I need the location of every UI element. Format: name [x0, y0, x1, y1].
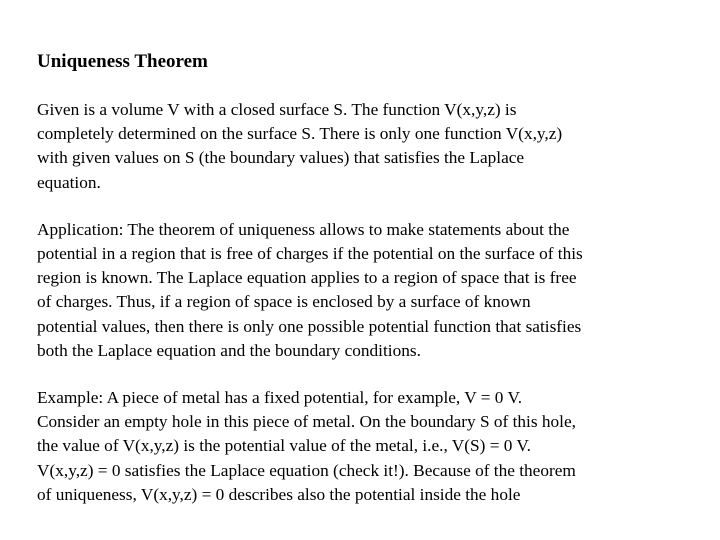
paragraph-application: [37, 218, 687, 363]
text-line: V(x,y,z) = 0 satisfies the Laplace equation (check it!). Because of the theorem: [37, 460, 576, 480]
text-line: potential values, then there is only one possible potential function that satisfies: [37, 316, 582, 336]
text-line: of uniqueness, V(x,y,z) = 0 describes also the potential inside the hole: [37, 484, 521, 504]
text-line: of charges. Thus, if a region of space is enclosed by a surface of known: [37, 292, 531, 312]
paragraph-definition: [37, 98, 687, 195]
text-line: completely determined on the surface S. There is only one function V(x,y,z): [37, 124, 563, 144]
text-line: Application: The theorem of uniqueness allows to make statements about the: [37, 219, 570, 239]
slide-content: [37, 48, 687, 530]
text-line: Given is a volume V with a closed surface S. The function V(x,y,z) is: [37, 100, 517, 119]
text-line: with given values on S (the boundary values) that satisfies the Laplace: [37, 148, 525, 168]
text-line: equation.: [37, 172, 101, 192]
text-line: both the Laplace equation and the boundary conditions.: [37, 340, 421, 360]
text-line: region is known. The Laplace equation applies to a region of space that is free: [37, 268, 577, 288]
text-line: Example: A piece of metal has a fixed potential, for example, V = 0 V.: [37, 388, 523, 408]
text-line: Consider an empty hole in this piece of metal. On the boundary S of this hole,: [37, 412, 576, 432]
paragraph-example: [37, 386, 687, 507]
slide-title: Uniqueness Theorem: [37, 51, 208, 72]
text-line: potential in a region that is free of charges if the potential on the surface of this: [37, 244, 583, 264]
text-line: the value of V(x,y,z) is the potential value of the metal, i.e., V(S) = 0 V.: [37, 436, 531, 456]
